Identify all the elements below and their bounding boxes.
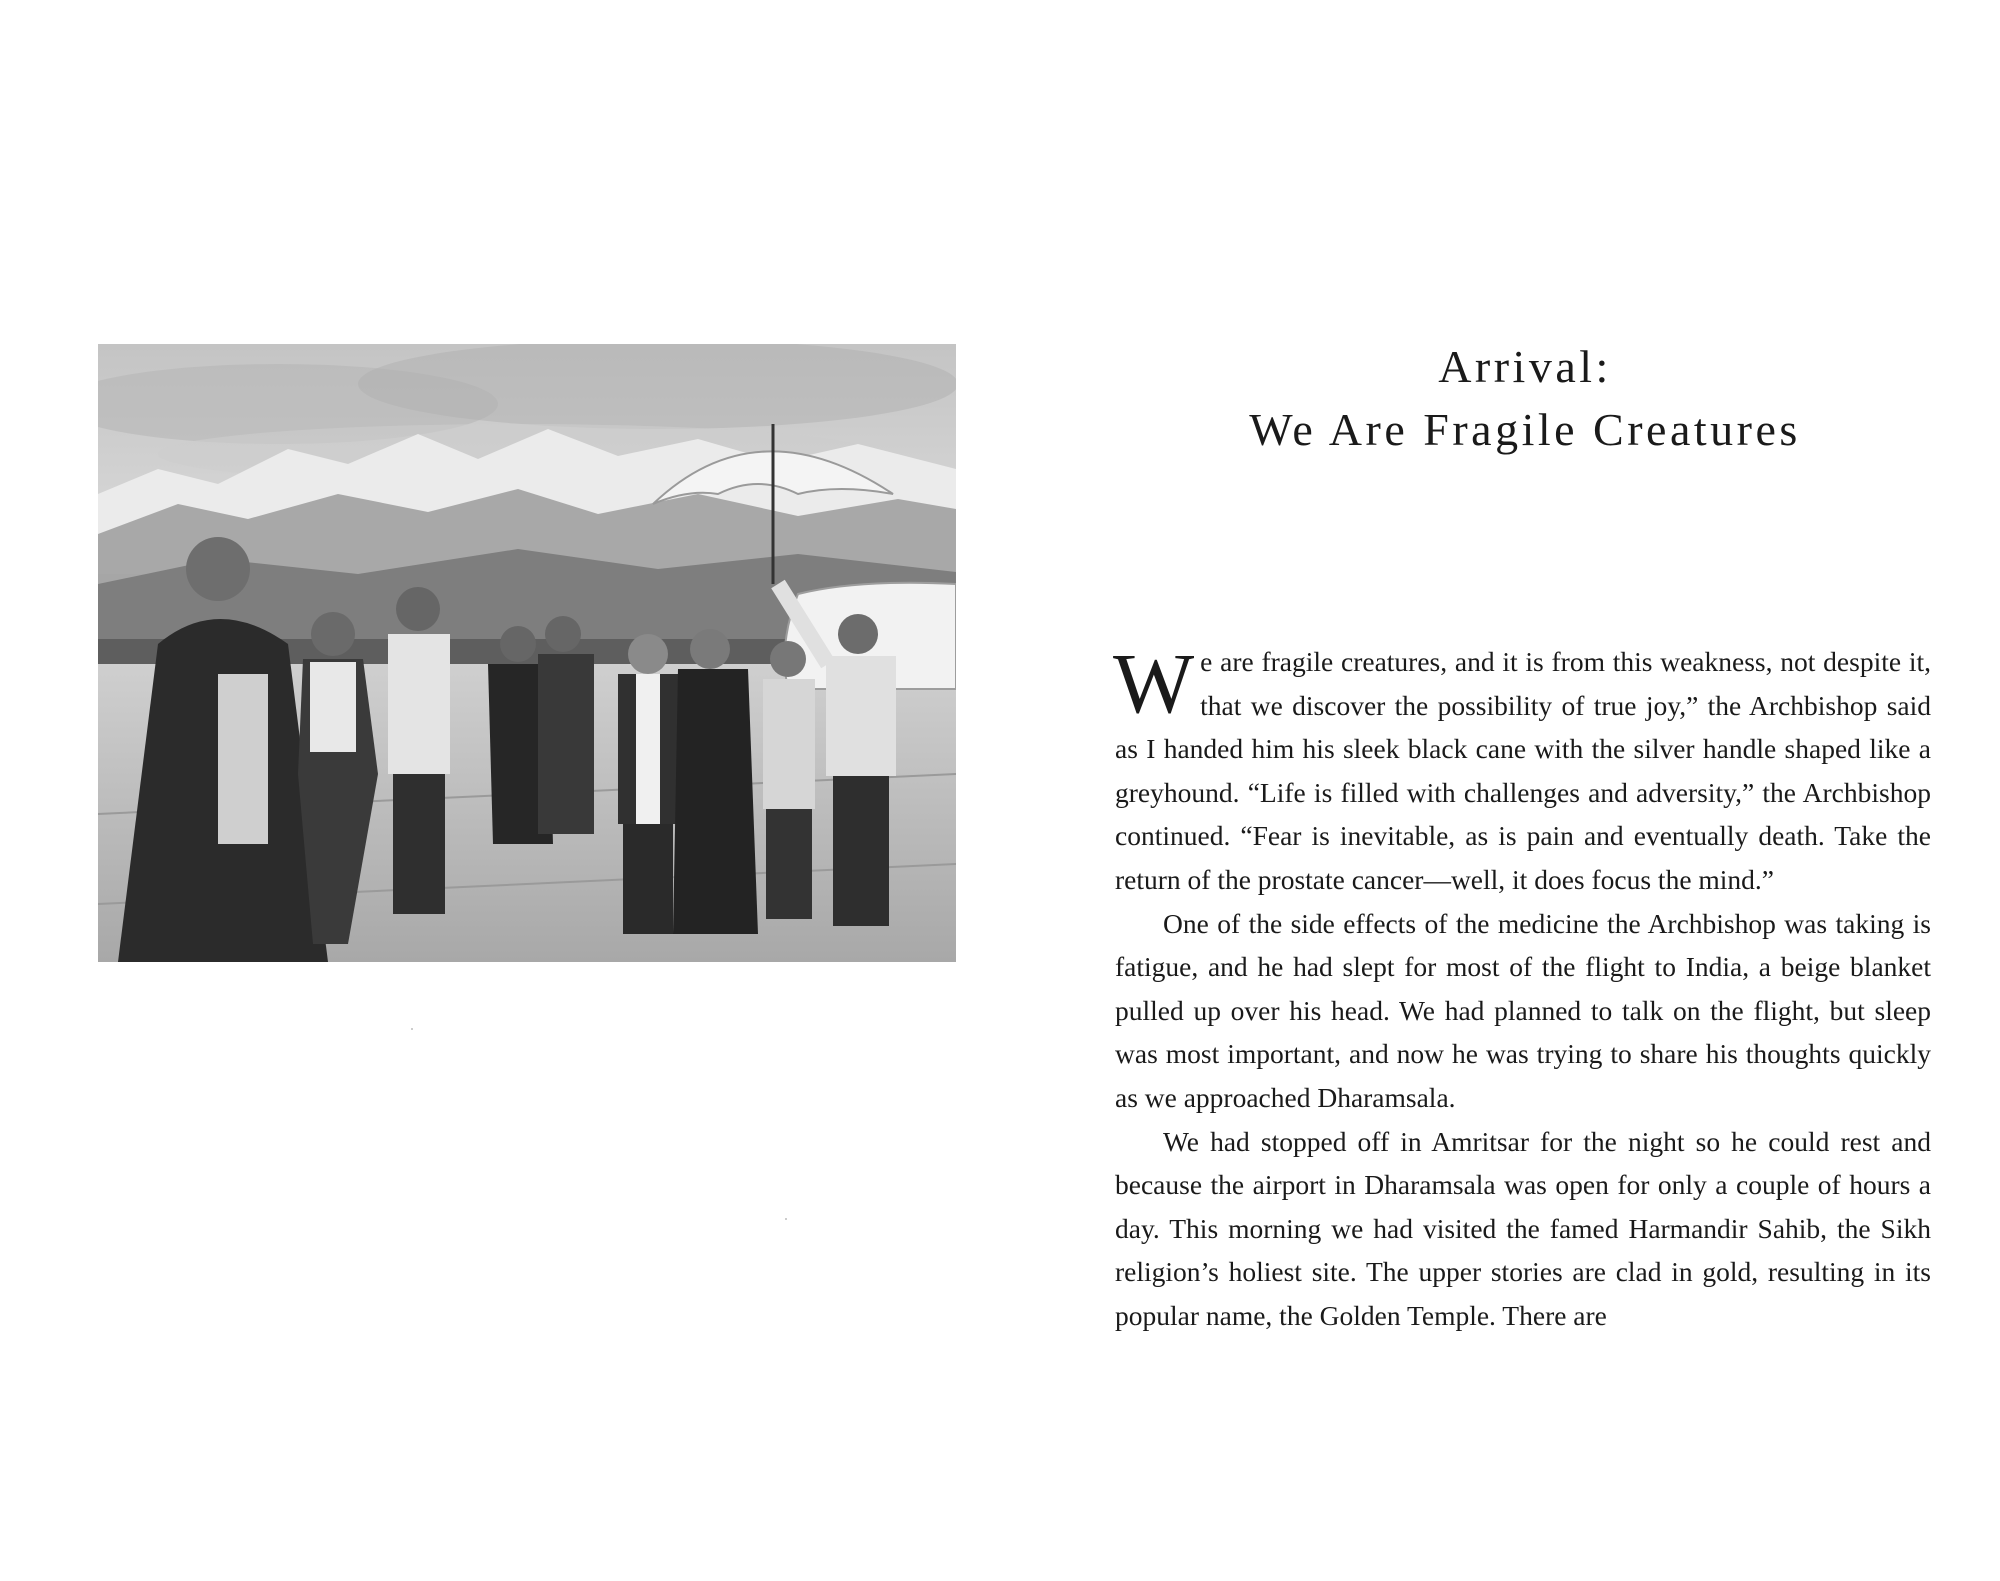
paragraph-1 bbox=[1113, 635, 1931, 902]
paragraph-1-text: e are fragile creatures, and it is from this weakness, not despite it, that we discover the possibility of true joy,” the Archbishop said as I handed him his sleek black cane with the silver handle shaped like a greyhound. “Life is filled with challenges and adversity,” the Archbishop continued. “Fear is inevitable, as is pain and eventually death. Take the return of the prostate cancer—well, it does focus the mind.” bbox=[1115, 646, 1931, 895]
chapter-photo bbox=[98, 344, 956, 962]
chapter-title bbox=[1100, 335, 1950, 461]
chapter-body bbox=[1113, 635, 1931, 1338]
paper-speck bbox=[785, 1218, 787, 1220]
drop-cap: W bbox=[1113, 635, 1195, 731]
chapter-title-line-2: We Are Fragile Creatures bbox=[1249, 404, 1801, 455]
paper-speck bbox=[411, 1028, 413, 1030]
paragraph-3: We had stopped off in Amritsar for the night so he could rest and because the airport in Dharamsala was open for only a couple of hours a day. This morning we had visited the famed Harmandir Sahib, the Sikh religion’s holiest site. The upper stories are clad in gold, resulting in its popular name, the Golden Temple. There are bbox=[1115, 1125, 1931, 1331]
paragraph-2: One of the side effects of the medicine the Archbishop was taking is fatigue, and he had slept for most of the flight to India, a beige blanket pulled up over his head. We had planned to talk on the flight, but sleep was most important, and now he was trying to share his thoughts quickly as we approached Dharamsala. bbox=[1115, 907, 1931, 1113]
chapter-title-line-1: Arrival: bbox=[1438, 341, 1612, 392]
photo-illustration bbox=[98, 344, 956, 962]
